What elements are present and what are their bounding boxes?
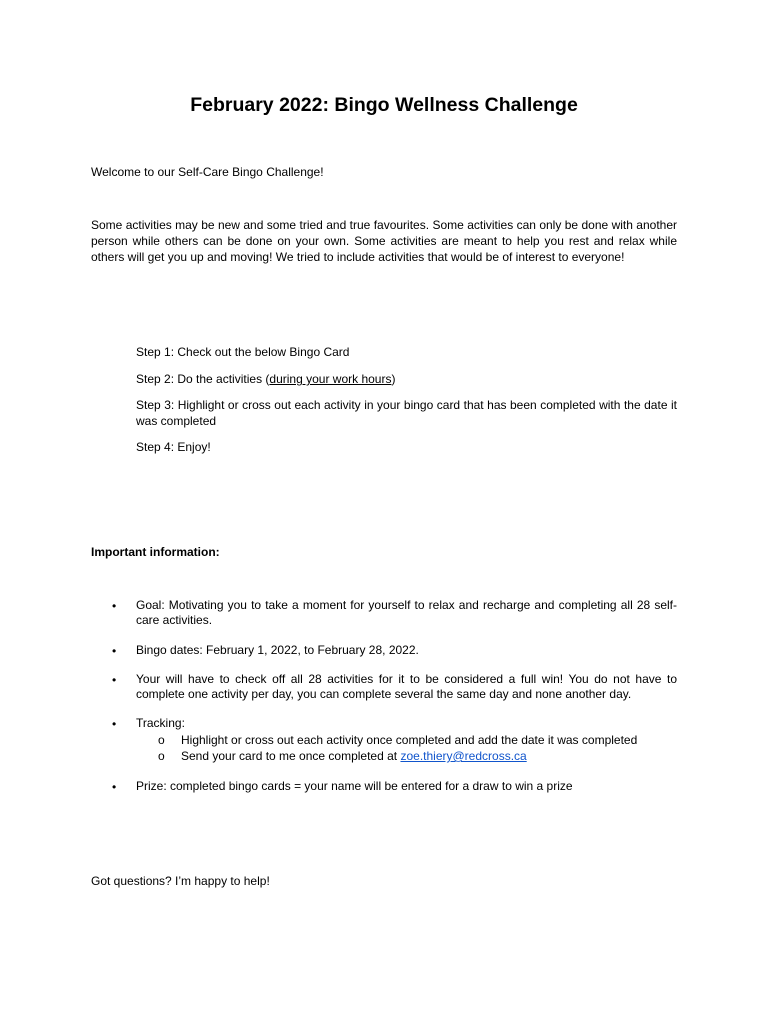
- bullet-check-off-text: Your will have to check off all 28 activities for it to be considered a full win! You do not have to complete one activity per day, you can complete several the same day and none another day.: [136, 672, 677, 701]
- email-link[interactable]: zoe.thiery@redcross.ca: [400, 749, 527, 763]
- bullet-prize-text: Prize: completed bingo cards = your name will be entered for a draw to win a prize: [136, 779, 573, 793]
- sub-bullet-highlight-text: Highlight or cross out each activity once completed and add the date it was completed: [181, 733, 638, 747]
- step-1: Step 1: Check out the below Bingo Card: [136, 345, 350, 359]
- closing-text: Got questions? I’m happy to help!: [91, 874, 270, 888]
- bullet-dot: •: [112, 599, 117, 613]
- bullet-tracking-text: Tracking:: [136, 716, 185, 730]
- bullet-dot: •: [112, 673, 117, 687]
- step-4: Step 4: Enjoy!: [136, 440, 211, 454]
- step-2-suffix: ): [391, 372, 396, 386]
- welcome-text: Welcome to our Self-Care Bingo Challenge!: [91, 165, 324, 179]
- step-2-work-hours: during your work hours: [269, 372, 392, 386]
- sub-bullet-marker: o: [158, 749, 165, 763]
- sub-bullet-marker: o: [158, 733, 165, 747]
- send-card-prefix: Send your card to me once completed at: [181, 749, 401, 763]
- important-heading: Important information:: [91, 545, 220, 559]
- bullet-dot: •: [112, 644, 117, 658]
- bullet-dot: •: [112, 780, 117, 794]
- bullet-dates-text: Bingo dates: February 1, 2022, to February 28, 2022.: [136, 643, 419, 657]
- intro-paragraph: Some activities may be new and some tried and true favourites. Some activities can only be done with another person while others can be done on your own. Some activities are meant to help you rest and relax while others will get you up and moving! We tried to include activities that would be of interest to everyone!: [91, 218, 677, 264]
- step-2: [136, 371, 677, 387]
- page-title: February 2022: Bingo Wellness Challenge: [190, 94, 578, 116]
- step-3: Step 3: Highlight or cross out each activity in your bingo card that has been completed with the date it was completed: [136, 398, 677, 428]
- sub-bullet-send-card-text: [181, 748, 527, 764]
- bullet-goal-text: Goal: Motivating you to take a moment for yourself to relax and recharge and completing all 28 self-care activities.: [136, 598, 677, 627]
- step-2-prefix: Step 2: Do the activities (: [136, 372, 270, 386]
- bullet-dot: •: [112, 717, 117, 731]
